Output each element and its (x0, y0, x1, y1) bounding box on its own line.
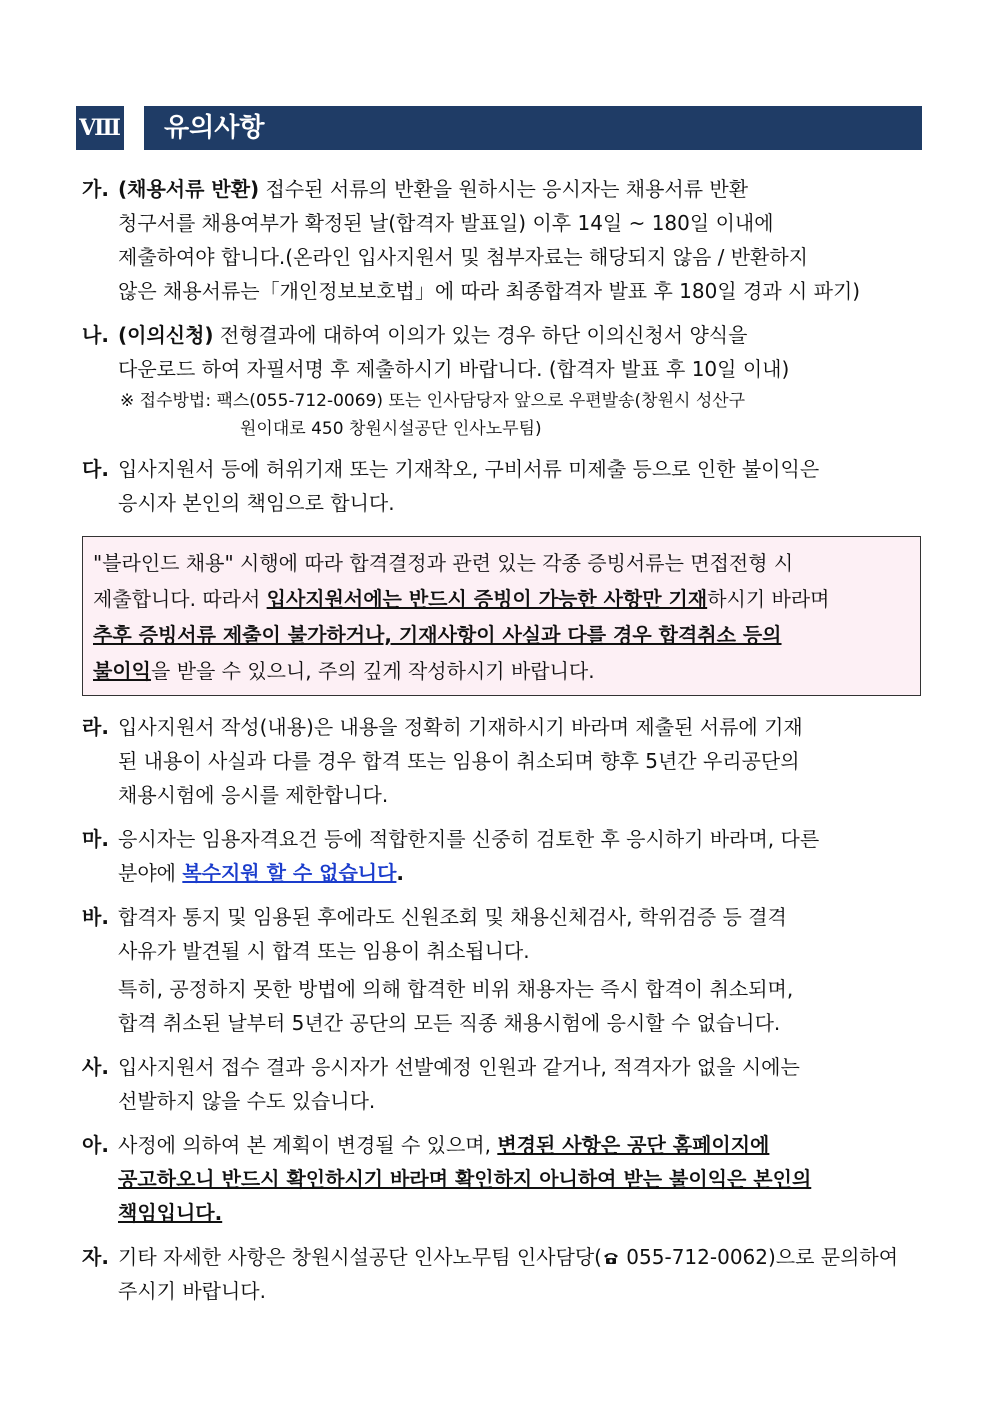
item-marker: 다. (82, 457, 109, 481)
no-multiple-application-notice: 복수지원 할 수 없습니다 (182, 861, 397, 885)
item-marker: 바. (82, 905, 109, 929)
item-marker: 나. (82, 323, 109, 347)
item-marker: 라. (82, 715, 109, 739)
item-ra: 라. 입사지원서 작성(내용)은 내용을 정확히 기재하시기 바라며 제출된 서류에 기재 된 내용이 사실과 다를 경우 합격 또는 임용이 취소되며 향후 5년간 우리공단의 채용시험에 응시를 제한합니다. (82, 710, 927, 812)
item-ja: 자. 기타 자세한 사항은 창원시설공단 인사노무팀 인사담당( 055-712-0062)으로 문의하여 주시기 바랍니다. (82, 1240, 927, 1308)
phone-icon (602, 1245, 620, 1269)
section-header (76, 106, 922, 150)
item-marker: 사. (82, 1055, 109, 1079)
submission-note-address: 원이대로 450 창원시설공단 인사노무팀) (240, 419, 542, 439)
item-marker: 마. (82, 827, 109, 851)
blind-hiring-notice-box: "블라인드 채용" 시행에 따라 합격결정과 관련 있는 각종 증빙서류는 면접전형 시 제출합니다. 따라서 입사지원서에는 반드시 증빙이 가능한 사항만 기재하시기 바라며 추후 증빙서류 제출이 불가하거나, 기재사항이 사실과 다를 경우 합격취소 등의 불이익을 받을 수 있으니, 주의 깊게 작성하시기 바랍니다. (82, 536, 921, 696)
item-ba: 바. 합격자 통지 및 임용된 후에라도 신원조회 및 채용신체검사, 학위검증 등 결격 사유가 발견될 시 합격 또는 임용이 취소됩니다. 특히, 공정하지 못한 방법에 의해 합격한 비위 채용자는 즉시 합격이 취소되며, 합격 취소된 날부터 5년간 공단의 모든 직종 채용시험에 응시할 수 없습니다. (82, 900, 927, 1040)
item-sa: 사. 입사지원서 접수 결과 응시자가 선발예정 인원과 같거나, 적격자가 없을 시에는 선발하지 않을 수도 있습니다. (82, 1050, 927, 1118)
section-number: Ⅷ (76, 106, 124, 150)
item-ga: 가. (채용서류 반환) 접수된 서류의 반환을 원하시는 응시자는 채용서류 반환 청구서를 채용여부가 확정된 날(합격자 발표일) 이후 14일 ~ 180일 이내에 제출하여야 합니다.(온라인 입사지원서 및 첨부자료는 해당되지 않음 / 반환하지 않은 채용서류는「개인정보보호법」에 따라 최종합격자 발표 후 180일 경과 시 파기) (82, 172, 927, 308)
item-da: 다. 입사지원서 등에 허위기재 또는 기재착오, 구비서류 미제출 등으로 인한 불이익은 응시자 본인의 책임으로 합니다. (82, 452, 927, 520)
notice-content (82, 172, 927, 1318)
item-marker: 자. (82, 1245, 109, 1269)
item-marker: 아. (82, 1133, 109, 1157)
section-title: 유의사항 (144, 106, 922, 150)
item-heading: (채용서류 반환) (118, 177, 260, 201)
item-ma: 마. 응시자는 임용자격요건 등에 적합한지를 신중히 검토한 후 응시하기 바라며, 다른 분야에 복수지원 할 수 없습니다. (82, 822, 927, 890)
item-na: 나. (이의신청) 전형결과에 대하여 이의가 있는 경우 하단 이의신청서 양식을 다운로드 하여 자필서명 후 제출하시기 바랍니다. (합격자 발표 후 10일 이내) ※ 접수방법: 팩스(055-712-0069) 또는 인사담당자 앞으로 우편발송(창원시 성산구 원이대로 450 창원시설공단 인사노무팀) (82, 318, 927, 442)
item-marker: 가. (82, 177, 109, 201)
item-heading: (이의신청) (118, 323, 214, 347)
item-a: 아. 사정에 의하여 본 계획이 변경될 수 있으며, 변경된 사항은 공단 홈페이지에 공고하오니 반드시 확인하시기 바라며 확인하지 아니하여 받는 불이익은 본인의 책임입니다. (82, 1128, 927, 1230)
submission-note: ※ 접수방법: 팩스(055-712-0069) 또는 인사담당자 앞으로 우편발송(창원시 성산구 (120, 391, 746, 411)
